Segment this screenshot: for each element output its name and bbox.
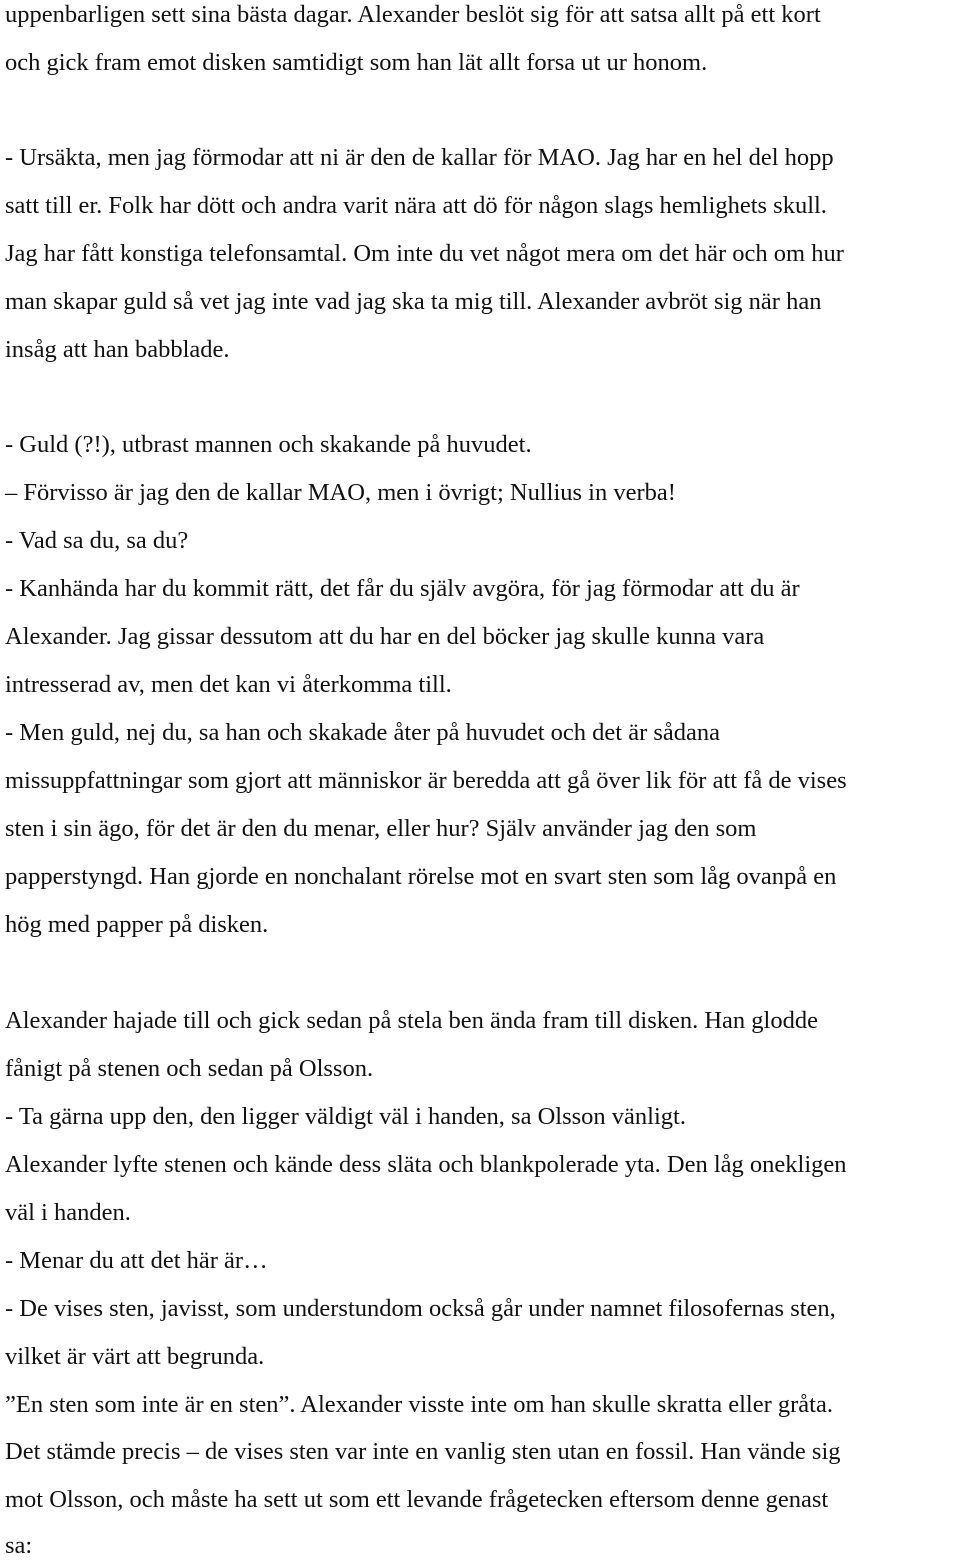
text-line: ”En sten som inte är en sten”. Alexander visste inte om han skulle skratta eller gråta. bbox=[5, 1391, 833, 1418]
text-line: - Ta gärna upp den, den ligger väldigt väl i handen, sa Olsson vänligt. bbox=[5, 1103, 686, 1130]
text-line: satt till er. Folk har dött och andra varit nära att dö för någon slags hemlighets skull. bbox=[5, 192, 827, 219]
text-line: - Men guld, nej du, sa han och skakade åter på huvudet och det är sådana bbox=[5, 719, 721, 746]
text-line: – Förvisso är jag den de kallar MAO, men i övrigt; Nullius in verba! bbox=[5, 479, 676, 506]
text-line: insåg att han babblade. bbox=[5, 336, 230, 363]
text-line: - Ursäkta, men jag förmodar att ni är den de kallar för MAO. Jag har en hel del hopp bbox=[5, 144, 834, 171]
text-line: sa: bbox=[5, 1532, 33, 1559]
text-line: uppenbarligen sett sina bästa dagar. Alexander beslöt sig för att satsa allt på ett kort bbox=[5, 1, 821, 28]
text-line: Alexander hajade till och gick sedan på stela ben ända fram till disken. Han glodde bbox=[5, 1007, 818, 1034]
text-line: och gick fram emot disken samtidigt som han lät allt forsa ut ur honom. bbox=[5, 49, 708, 76]
text-line: hög med papper på disken. bbox=[5, 911, 269, 938]
text-line: fånigt på stenen och sedan på Olsson. bbox=[5, 1055, 374, 1082]
text-line: Det stämde precis – de vises sten var inte en vanlig sten utan en fossil. Han vände sig bbox=[5, 1438, 841, 1465]
text-line: man skapar guld så vet jag inte vad jag ska ta mig till. Alexander avbröt sig när han bbox=[5, 288, 822, 315]
text-line: - Menar du att det här är… bbox=[5, 1247, 268, 1274]
text-line: Jag har fått konstiga telefonsamtal. Om inte du vet något mera om det här och om hur bbox=[5, 240, 844, 267]
text-line: Alexander. Jag gissar dessutom att du har en del böcker jag skulle kunna vara bbox=[5, 623, 765, 650]
text-line: - Vad sa du, sa du? bbox=[5, 527, 189, 554]
text-line: - De vises sten, javisst, som understundom också går under namnet filosofernas sten, bbox=[5, 1295, 836, 1322]
text-line: sten i sin ägo, för det är den du menar, eller hur? Själv använder jag den som bbox=[5, 815, 757, 842]
text-line: missuppfattningar som gjort att människor är beredda att gå över lik för att få de vises bbox=[5, 767, 847, 794]
text-line: - Guld (?!), utbrast mannen och skakande på huvudet. bbox=[5, 431, 532, 458]
text-line: papperstyngd. Han gjorde en nonchalant rörelse mot en svart sten som låg ovanpå en bbox=[5, 863, 837, 890]
text-line: Alexander lyfte stenen och kände dess släta och blankpolerade yta. Den låg onekligen bbox=[5, 1151, 847, 1178]
text-line: - Kanhända har du kommit rätt, det får du själv avgöra, för jag förmodar att du är bbox=[5, 575, 800, 602]
text-line: mot Olsson, och måste ha sett ut som ett levande frågetecken eftersom denne genast bbox=[5, 1486, 829, 1513]
text-line: vilket är värt att begrunda. bbox=[5, 1343, 265, 1370]
text-line: väl i handen. bbox=[5, 1199, 131, 1226]
text-line: intresserad av, men det kan vi återkomma till. bbox=[5, 671, 452, 698]
